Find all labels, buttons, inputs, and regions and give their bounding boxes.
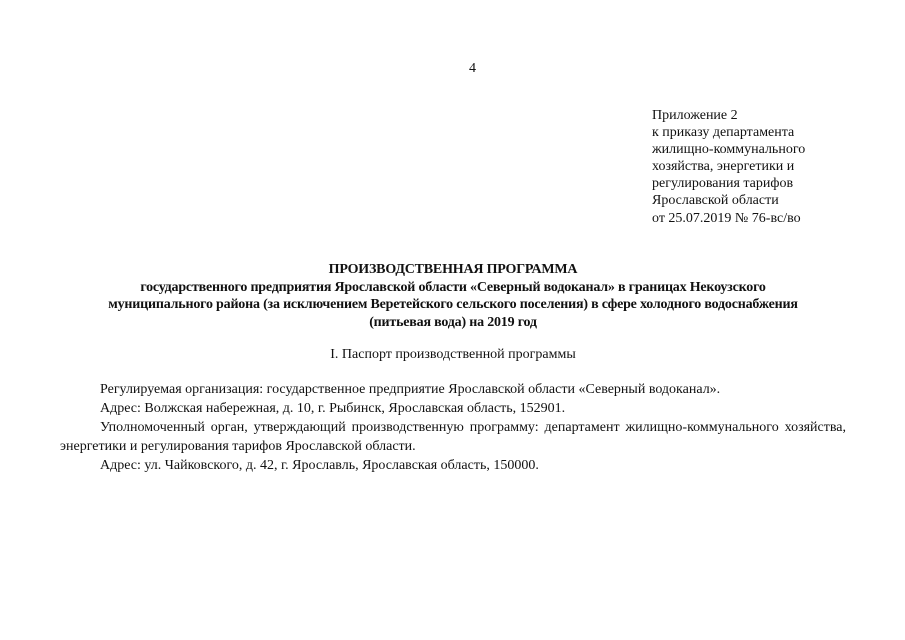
paragraph: Адрес: ул. Чайковского, д. 42, г. Ярославль, Ярославская область, 150000.	[100, 458, 539, 473]
appendix-line: Приложение 2	[652, 108, 738, 123]
appendix-line: Ярославской области	[652, 193, 779, 209]
title-line: государственного предприятия Ярославской области «Северный водоканал» в границах Некоузского	[140, 279, 766, 295]
page-number: 4	[469, 61, 476, 76]
document-title	[60, 261, 846, 332]
section-heading: I. Паспорт производственной программы	[330, 347, 576, 362]
paragraph: Уполномоченный орган, утверждающий производственную программу: департамент жилищно-коммунального хозяйства, энергетики и регулирования тарифов Ярославской области.	[60, 420, 846, 454]
paragraph: Адрес: Волжская набережная, д. 10, г. Рыбинск, Ярославская область, 152901.	[100, 401, 566, 416]
paragraph: Регулируемая организация: государственное предприятие Ярославской области «Северный водоканал».	[100, 382, 721, 397]
appendix-line: от 25.07.2019 № 76-вс/во	[652, 210, 801, 226]
appendix-block	[652, 107, 805, 227]
appendix-line: жилищно-коммунального	[652, 142, 806, 158]
title-line: муниципального района (за исключением Веретейского сельского поселения) в сфере холодного водоснабжения	[108, 297, 798, 313]
title-line: ПРОИЗВОДСТВЕННАЯ ПРОГРАММА	[328, 262, 578, 277]
document-body	[60, 380, 846, 475]
title-line: (питьевая вода) на 2019 год	[369, 315, 537, 331]
appendix-line: хозяйства, энергетики и	[652, 159, 795, 175]
appendix-line: регулирования тарифов	[652, 176, 794, 192]
appendix-line: к приказу департамента	[652, 125, 795, 141]
